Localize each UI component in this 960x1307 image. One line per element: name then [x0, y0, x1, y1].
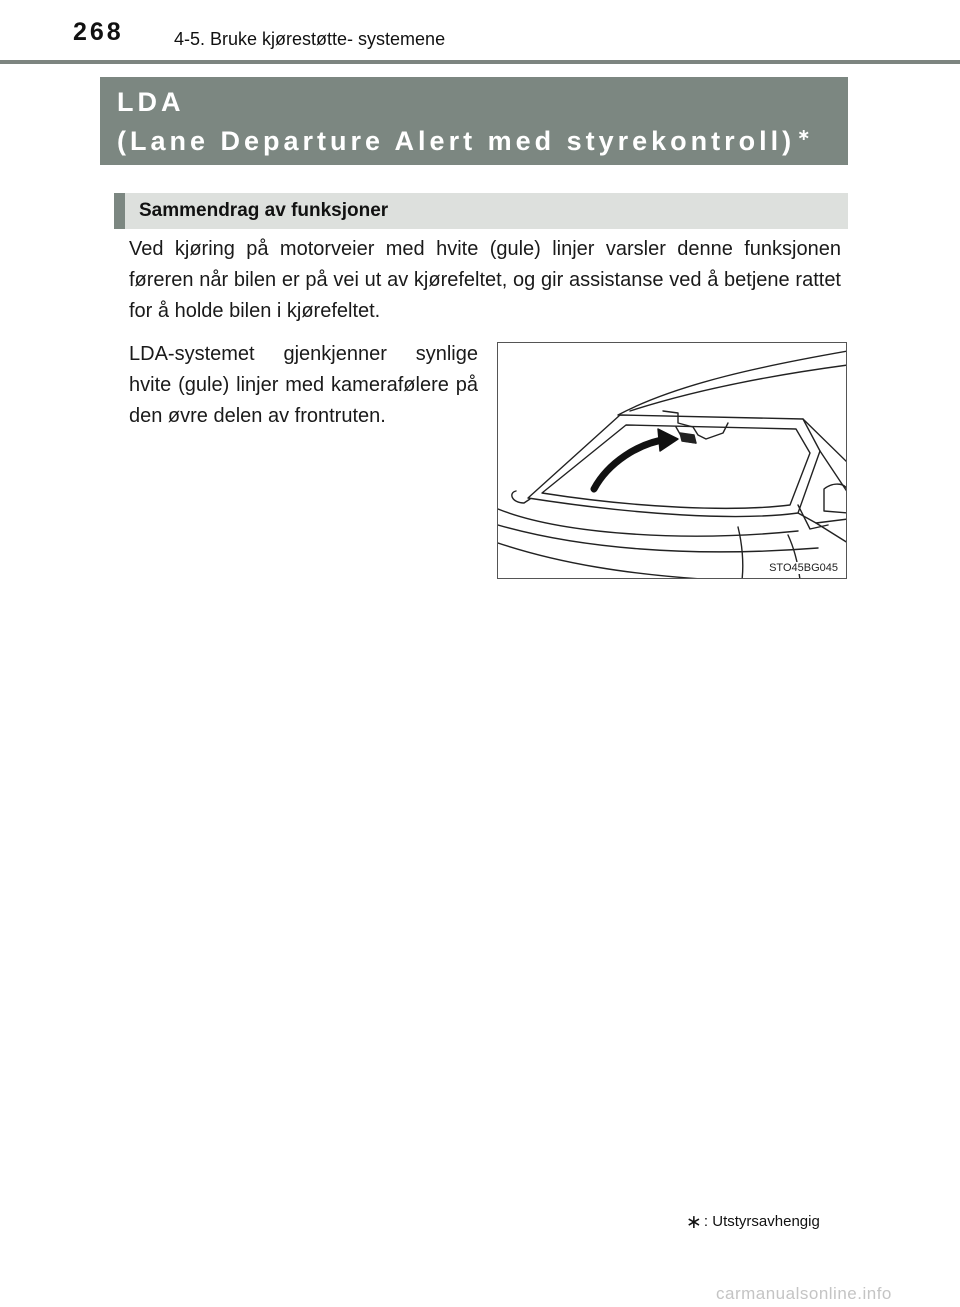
page-number: 268	[73, 18, 124, 46]
windshield-camera-figure	[497, 342, 847, 579]
body-paragraph-2: LDA-systemet gjenkjenner synlige hvite (gule) linjer med kamerafølere på den øvre delen av frontruten.	[129, 343, 478, 427]
section-label: 4-5. Bruke kjørestøtte- systemene	[174, 29, 446, 49]
footnote	[686, 1211, 820, 1234]
page-header	[0, 0, 960, 70]
watermark: carmanualsonline.info	[716, 1284, 892, 1303]
body-paragraph-1: Ved kjøring på motorveier med hvite (gule) linjer varsler denne funksjonen føreren når bilen er på vei ut av kjørefeltet, og gir assistanse ved å betjene rattet for å holde bilen i kjørefeltet.	[129, 238, 841, 322]
header-rule	[0, 60, 960, 64]
figure-code: STO45BG045	[769, 562, 838, 574]
section-subheading	[114, 193, 848, 229]
footnote-marker: ∗	[686, 1212, 702, 1233]
title-line-2	[117, 125, 811, 157]
title-line-2-text: (Lane Departure Alert med styrekontroll)	[117, 126, 796, 156]
page-title	[100, 77, 848, 165]
windshield-camera-illustration-icon	[498, 343, 847, 579]
title-line-1: LDA	[117, 87, 185, 117]
optional-equipment-marker: ∗	[797, 127, 811, 144]
subheading-text: Sammendrag av funksjoner	[139, 200, 389, 221]
footnote-text: : Utstyrsavhengig	[703, 1213, 820, 1230]
